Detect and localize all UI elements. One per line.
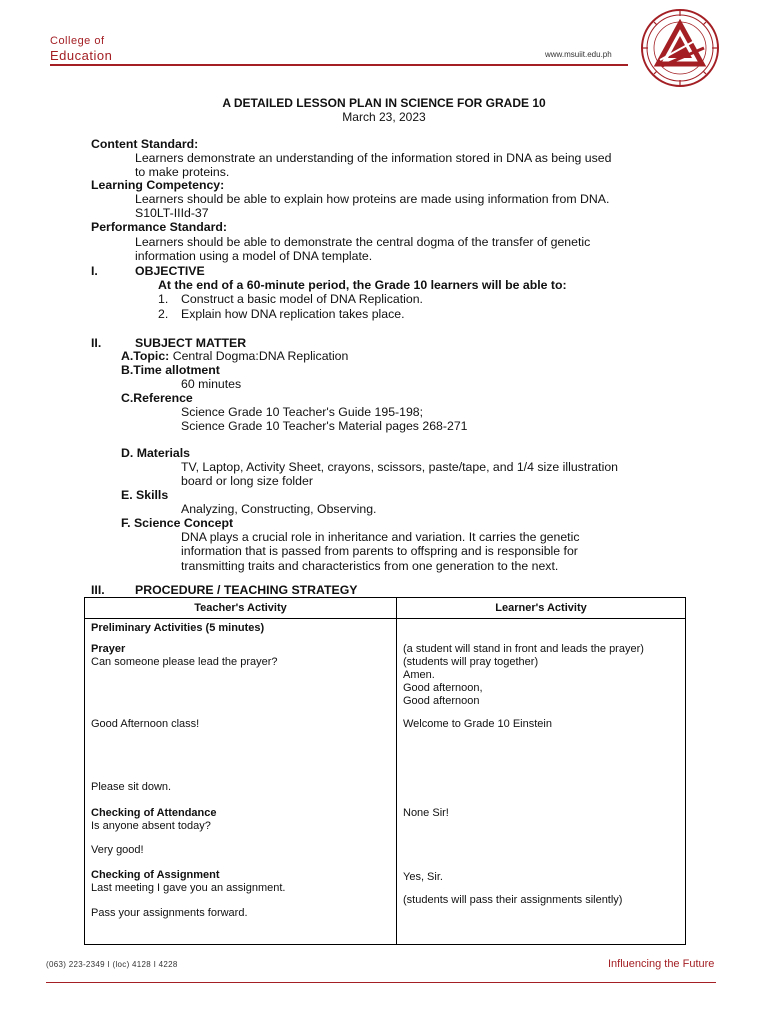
content-standard-label: Content Standard:	[91, 137, 199, 151]
prayer-label: Prayer	[91, 643, 126, 655]
lesson-plan-title: A DETAILED LESSON PLAN IN SCIENCE FOR GRADE 10	[222, 96, 546, 110]
college-line2: Education	[50, 48, 113, 63]
learner-welcome: Welcome to Grade 10 Einstein	[403, 718, 552, 730]
performance-standard-line1: Learners should be able to demonstrate the central dogma of the transfer of genetic	[135, 235, 591, 249]
website-text: www.msuiit.edu.ph	[545, 50, 612, 59]
subject-matter-numeral: II.	[91, 336, 102, 350]
sit-down-text: Please sit down.	[91, 781, 172, 793]
attendance-label: Checking of Attendance	[91, 807, 217, 819]
objective-heading: OBJECTIVE	[135, 264, 205, 278]
time-allotment-value: 60 minutes	[181, 377, 242, 391]
materials-line1: TV, Laptop, Activity Sheet, crayons, scissors, paste/tape, and 1/4 size illustration	[181, 460, 618, 474]
footer-divider	[46, 982, 716, 983]
preliminary-activities: Preliminary Activities (5 minutes)	[91, 622, 265, 634]
reference-label: C.Reference	[121, 391, 193, 405]
skills-label: E. Skills	[121, 488, 169, 502]
attendance-text: Is anyone absent today?	[91, 820, 211, 832]
learning-competency-line1: Learners should be able to explain how proteins are made using information from DNA.	[135, 192, 610, 206]
learner-activity-cell	[397, 619, 686, 945]
performance-standard-line2: information using a model of DNA template.	[135, 249, 373, 263]
university-seal-logo	[640, 8, 720, 88]
objective-numeral: I.	[91, 264, 98, 278]
footer-tagline: Influencing the Future	[608, 958, 715, 970]
skills-value: Analyzing, Constructing, Observing.	[181, 502, 377, 516]
objective-item-2: Explain how DNA replication takes place.	[181, 307, 405, 321]
pass-assignment-text: Pass your assignments forward.	[91, 907, 248, 919]
learner-pray-together: (students will pray together)	[403, 656, 539, 668]
materials-line2: board or long size folder	[181, 474, 313, 488]
greeting-text: Good Afternoon class!	[91, 718, 200, 730]
materials-label: D. Materials	[121, 446, 191, 460]
assignment-label: Checking of Assignment	[91, 869, 220, 881]
reference-line1: Science Grade 10 Teacher's Guide 195-198;	[181, 405, 424, 419]
learner-yes-sir: Yes, Sir.	[403, 871, 443, 883]
content-standard-line1: Learners demonstrate an understanding of the information stored in DNA as being used	[135, 151, 612, 165]
learner-none-sir: None Sir!	[403, 807, 449, 819]
learner-good-afternoon-1: Good afternoon,	[403, 682, 483, 694]
science-concept-line1: DNA plays a crucial role in inheritance and variation. It carries the genetic	[181, 530, 580, 544]
time-allotment-label: B.Time allotment	[121, 363, 220, 377]
teacher-activity-cell	[85, 619, 397, 945]
learning-competency-label: Learning Competency:	[91, 178, 225, 192]
science-concept-line2: information that is passed from parents to offspring and is responsible for	[181, 544, 578, 558]
header-divider	[50, 64, 628, 66]
assignment-text: Last meeting I gave you an assignment.	[91, 882, 286, 894]
objective-intro: At the end of a 60-minute period, the Grade 10 learners will be able to:	[158, 278, 567, 292]
science-concept-label: F. Science Concept	[121, 516, 234, 530]
objective-item-number-1: 1.	[158, 292, 169, 306]
procedure-numeral: III.	[91, 583, 105, 597]
content-standard-line2: to make proteins.	[135, 165, 230, 179]
footer-phone: (063) 223-2349 I (loc) 4128 I 4228	[46, 960, 178, 969]
performance-standard-label: Performance Standard:	[91, 220, 227, 234]
lesson-date: March 23, 2023	[342, 110, 426, 124]
learner-activity-header: Learner's Activity	[397, 598, 686, 619]
science-concept-line3: transmitting traits and characteristics from one generation to the next.	[181, 559, 559, 573]
reference-line2: Science Grade 10 Teacher's Material pages 268-271	[181, 419, 468, 433]
learner-pass-assignments: (students will pass their assignments silently)	[403, 894, 623, 906]
college-name	[50, 36, 112, 62]
topic-row	[121, 349, 348, 363]
teacher-activity-header: Teacher's Activity	[85, 598, 397, 619]
learner-prayer-lead: (a student will stand in front and leads the prayer)	[403, 643, 644, 655]
very-good-text: Very good!	[91, 844, 144, 856]
topic-value: Central Dogma:DNA Replication	[172, 349, 349, 363]
learner-good-afternoon-2: Good afternoon	[403, 695, 480, 707]
objective-item-1: Construct a basic model of DNA Replication.	[181, 292, 423, 306]
learning-competency-code: S10LT-IIId-37	[135, 206, 209, 220]
procedure-heading: PROCEDURE / TEACHING STRATEGY	[135, 583, 358, 597]
learner-amen: Amen.	[403, 669, 435, 681]
topic-label: A.Topic:	[121, 349, 170, 363]
college-line1: College of	[50, 35, 105, 47]
objective-item-number-2: 2.	[158, 307, 169, 321]
prayer-text: Can someone please lead the prayer?	[91, 656, 278, 668]
procedure-table	[84, 597, 686, 945]
subject-matter-heading: SUBJECT MATTER	[135, 336, 247, 350]
